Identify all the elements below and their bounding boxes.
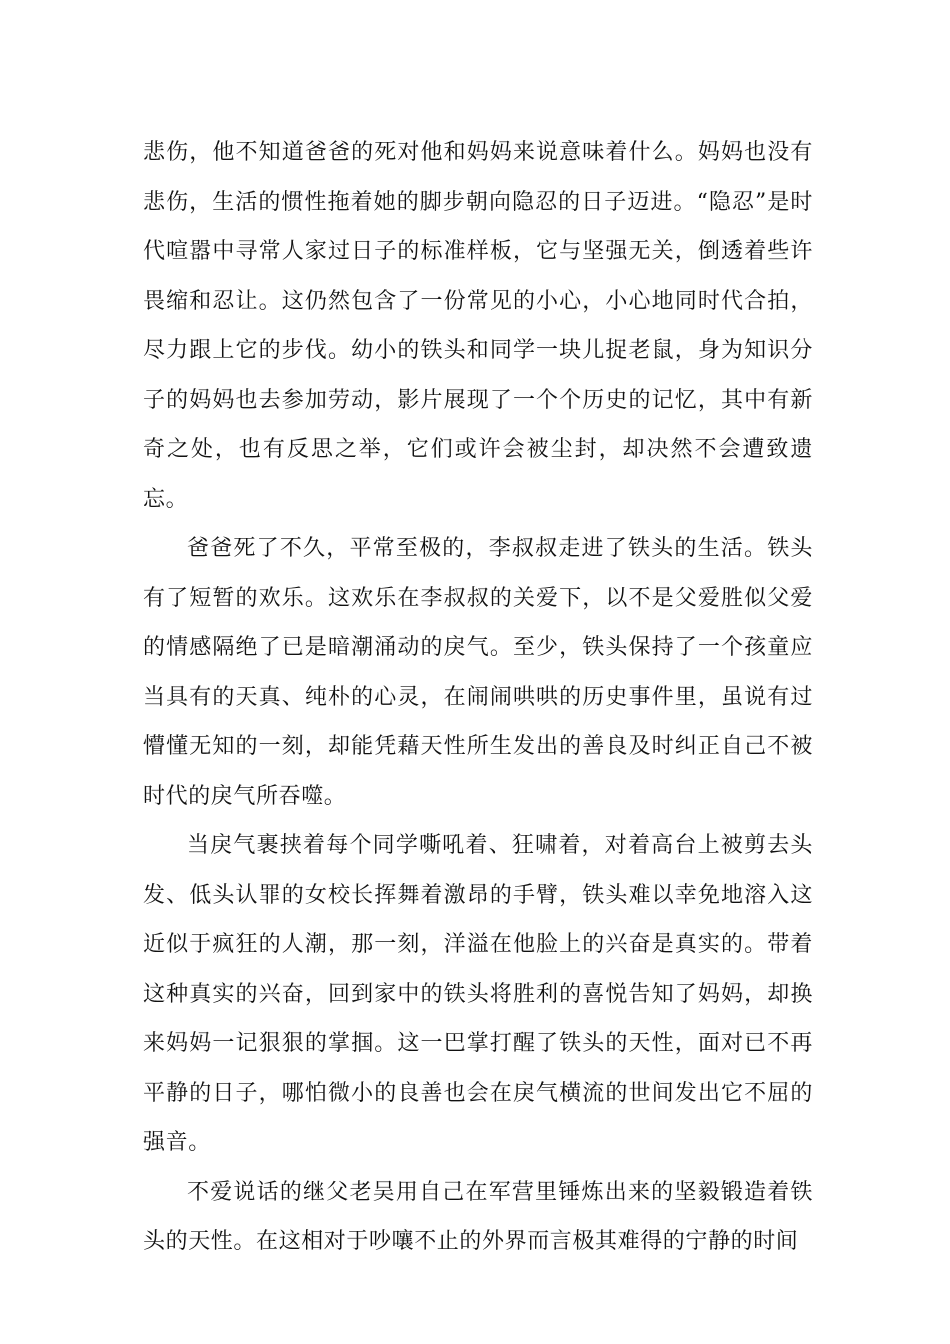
paragraph-2: 爸爸死了不久，平常至极的，李叔叔走进了铁头的生活。铁头有了短暂的欢乐。这欢乐在李叔叔的关爱下，以不是父爱胜似父爱的情感隔绝了已是暗潮涌动的戾气。至少，铁头保持了一个孩童应当具有的天真、纯朴的心灵，在闹闹哄哄的历史事件里，虽说有过懵懂无知的一刻，却能凭藉天性所生发出的善良及时纠正自己不被时代的戾气所吞噬。 xyxy=(143,536,813,809)
paragraph-4: 不爱说话的继父老吴用自己在军营里锤炼出来的坚毅锻造着铁头的天性。在这相对于吵嚷不止的外界而言极其难得的宁静的时间 xyxy=(143,1179,813,1254)
paragraph-3: 当戾气裹挟着每个同学嘶吼着、狂啸着，对着高台上被剪去头发、低头认罪的女校长挥舞着激昂的手臂，铁头难以幸免地溶入这近似于疯狂的人潮，那一刻，洋溢在他脸上的兴奋是真实的。带着这种真实的兴奋，回到家中的铁头将胜利的喜悦告知了妈妈，却换来妈妈一记狠狠的掌掴。这一巴掌打醒了铁头的天性，面对已不再平静的日子，哪怕微小的良善也会在戾气横流的世间发出它不屈的强音。 xyxy=(143,833,813,1155)
paragraph-1: 悲伤，他不知道爸爸的死对他和妈妈来说意味着什么。妈妈也没有悲伤，生活的惯性拖着她的脚步朝向隐忍的日子迈进。“隐忍”是时代喧嚣中寻常人家过日子的标准样板，它与坚强无关，倒透着些许畏缩和忍让。这仍然包含了一份常见的小心，小心地同时代合拍，尽力跟上它的步伐。幼小的铁头和同学一块儿捉老鼠，身为知识分子的妈妈也去参加劳动，影片展现了一个个历史的记忆，其中有新奇之处，也有反思之举，它们或许会被尘封，却决然不会遭致遗忘。 xyxy=(143,140,813,512)
document-body xyxy=(143,128,813,1267)
